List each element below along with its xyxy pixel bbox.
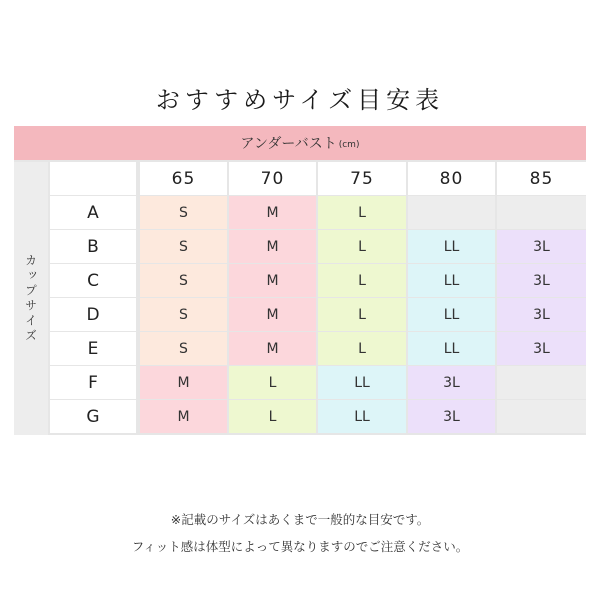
size-cell: M [229, 196, 316, 229]
size-chart-table [14, 126, 586, 435]
cup-size-label-cell [14, 162, 48, 435]
page-title: おすすめサイズ目安表 [155, 86, 445, 114]
column-header-75: 75 [318, 162, 406, 195]
size-cell: M [229, 264, 316, 297]
size-cell: 3L [497, 332, 586, 365]
cup-label-D: D [50, 298, 136, 331]
corner-cell [50, 162, 136, 195]
column-header-85: 85 [497, 162, 586, 195]
size-cell: 3L [408, 400, 495, 433]
size-cell: LL [408, 264, 495, 297]
cup-label-E: E [50, 332, 136, 365]
size-cell: LL [318, 366, 406, 399]
cup-label-B: B [50, 230, 136, 263]
column-header-65: 65 [140, 162, 227, 195]
size-cell: S [140, 332, 227, 365]
under-bust-label: アンダーバスト [240, 136, 337, 152]
size-cell: L [318, 332, 406, 365]
size-cell: LL [408, 332, 495, 365]
size-cell: LL [318, 400, 406, 433]
size-cell: M [140, 400, 227, 433]
column-header-70: 70 [229, 162, 316, 195]
size-cell: S [140, 230, 227, 263]
empty-cell [408, 196, 495, 229]
size-cell: L [318, 264, 406, 297]
size-cell: M [229, 230, 316, 263]
cup-size-label: カップサイズ [23, 253, 38, 344]
size-cell: 3L [497, 298, 586, 331]
empty-cell [497, 196, 586, 229]
size-cell: LL [408, 230, 495, 263]
size-cell: 3L [408, 366, 495, 399]
cup-label-F: F [50, 366, 136, 399]
size-cell: LL [408, 298, 495, 331]
empty-cell [497, 366, 586, 399]
under-bust-unit: (cm) [338, 140, 360, 150]
cup-label-C: C [50, 264, 136, 297]
size-cell: 3L [497, 230, 586, 263]
column-header-80: 80 [408, 162, 495, 195]
size-cell: L [318, 298, 406, 331]
under-bust-header [14, 126, 586, 160]
size-cell: L [318, 196, 406, 229]
size-cell: S [140, 264, 227, 297]
empty-cell [497, 400, 586, 433]
size-cell: M [140, 366, 227, 399]
cup-label-G: G [50, 400, 136, 433]
note-line-1: ※記載のサイズはあくまで一般的な目安です。 [170, 512, 430, 527]
size-cell: M [229, 298, 316, 331]
size-cell: L [229, 366, 316, 399]
cup-label-A: A [50, 196, 136, 229]
size-cell: S [140, 196, 227, 229]
size-cell: M [229, 332, 316, 365]
note-line-2: フィット感は体型によって異なりますのでご注意ください。 [131, 539, 469, 554]
size-cell: L [229, 400, 316, 433]
size-cell: 3L [497, 264, 586, 297]
size-cell: L [318, 230, 406, 263]
size-cell: S [140, 298, 227, 331]
